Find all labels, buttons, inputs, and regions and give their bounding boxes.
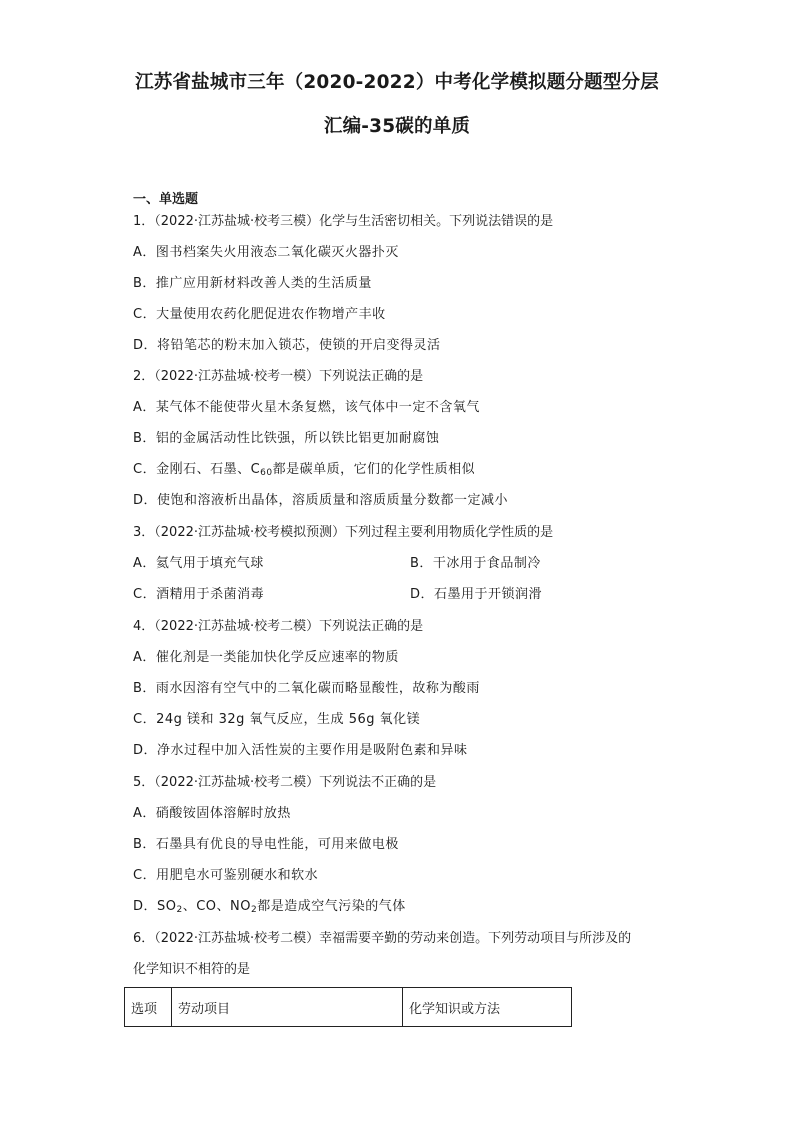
question-3-stem: 3．（2022·江苏盐城·校考模拟预测）下列过程主要利用物质化学性质的是 xyxy=(133,525,554,540)
question-1-option-d: D．将铅笔芯的粉末加入锁芯，使锁的开启变得灵活 xyxy=(133,338,441,353)
question-1-option-c: C．大量使用农药化肥促进农作物增产丰收 xyxy=(133,307,386,322)
question-2-stem: 2．（2022·江苏盐城·校考一模）下列说法正确的是 xyxy=(133,369,424,384)
question-4-option-a: A．催化剂是一类能加快化学反应速率的物质 xyxy=(133,650,399,665)
table-header-row xyxy=(125,988,572,1027)
question-3-option-b: B．干冰用于食品制冷 xyxy=(410,556,541,571)
question-2-option-c xyxy=(133,462,475,478)
question-4-option-d: D．净水过程中加入活性炭的主要作用是吸附色素和异味 xyxy=(133,743,468,758)
question-5-stem: 5．（2022·江苏盐城·校考二模）下列说法不正确的是 xyxy=(133,775,437,790)
question-3-option-a: A．氦气用于填充气球 xyxy=(133,556,264,571)
question-1-stem: 1．（2022·江苏盐城·校考三模）化学与生活密切相关。下列说法错误的是 xyxy=(133,214,554,229)
question-4-option-b: B．雨水因溶有空气中的二氧化碳而略显酸性，故称为酸雨 xyxy=(133,681,480,696)
question-2-option-b: B．铝的金属活动性比铁强，所以铁比铝更加耐腐蚀 xyxy=(133,431,440,446)
question-3-option-c: C．酒精用于杀菌消毒 xyxy=(133,587,265,602)
table-header-knowledge: 化学知识或方法 xyxy=(403,988,572,1027)
so2-subscript: 2 xyxy=(176,905,183,915)
question-1-option-a: A．图书档案失火用液态二氧化碳灭火器扑灭 xyxy=(133,245,399,260)
question-2-option-c-lead: C．金刚石、石墨、C xyxy=(133,462,261,477)
question-6-stem-line2: 化学知识不相符的是 xyxy=(133,962,251,977)
section-heading: 一、单选题 xyxy=(133,192,199,207)
q5d-part-3: 都是造成空气污染的气体 xyxy=(257,899,406,914)
q5d-part-2: 、CO、NO xyxy=(182,899,252,914)
q5d-part-1: D．SO xyxy=(133,899,177,914)
question-5-option-a: A．硝酸铵固体溶解时放热 xyxy=(133,806,291,821)
question-1-option-b: B．推广应用新材料改善人类的生活质量 xyxy=(133,276,372,291)
question-3-option-d: D．石墨用于开锁润滑 xyxy=(410,587,543,602)
question-5-option-d xyxy=(133,899,406,915)
document-title-line2: 汇编-35碳的单质 xyxy=(323,116,471,137)
question-5-option-c: C．用肥皂水可鉴别硬水和软水 xyxy=(133,868,319,883)
question-6-table xyxy=(124,987,572,1027)
document-title-line1: 江苏省盐城市三年（2020-2022）中考化学模拟题分题型分层 xyxy=(135,72,659,93)
question-6-stem-line1: 6．（2022·江苏盐城·校考二模）幸福需要辛勤的劳动来创造。下列劳动项目与所涉及的 xyxy=(133,931,632,946)
question-4-stem: 4．（2022·江苏盐城·校考二模）下列说法正确的是 xyxy=(133,619,424,634)
question-2-option-c-rest: 都是碳单质，它们的化学性质相似 xyxy=(272,462,476,477)
table-header-option: 选项 xyxy=(125,988,172,1027)
table-header-labor: 劳动项目 xyxy=(172,988,403,1027)
question-2-option-d: D．使饱和溶液析出晶体，溶质质量和溶质质量分数都一定减小 xyxy=(133,493,509,508)
no2-subscript: 2 xyxy=(251,905,258,915)
c60-subscript: 60 xyxy=(260,468,273,478)
question-5-option-b: B．石墨具有优良的导电性能，可用来做电极 xyxy=(133,837,399,852)
question-2-option-a: A．某气体不能使带火星木条复燃，该气体中一定不含氧气 xyxy=(133,400,480,415)
question-4-option-c: C．24g 镁和 32g 氧气反应，生成 56g 氧化镁 xyxy=(133,712,421,727)
